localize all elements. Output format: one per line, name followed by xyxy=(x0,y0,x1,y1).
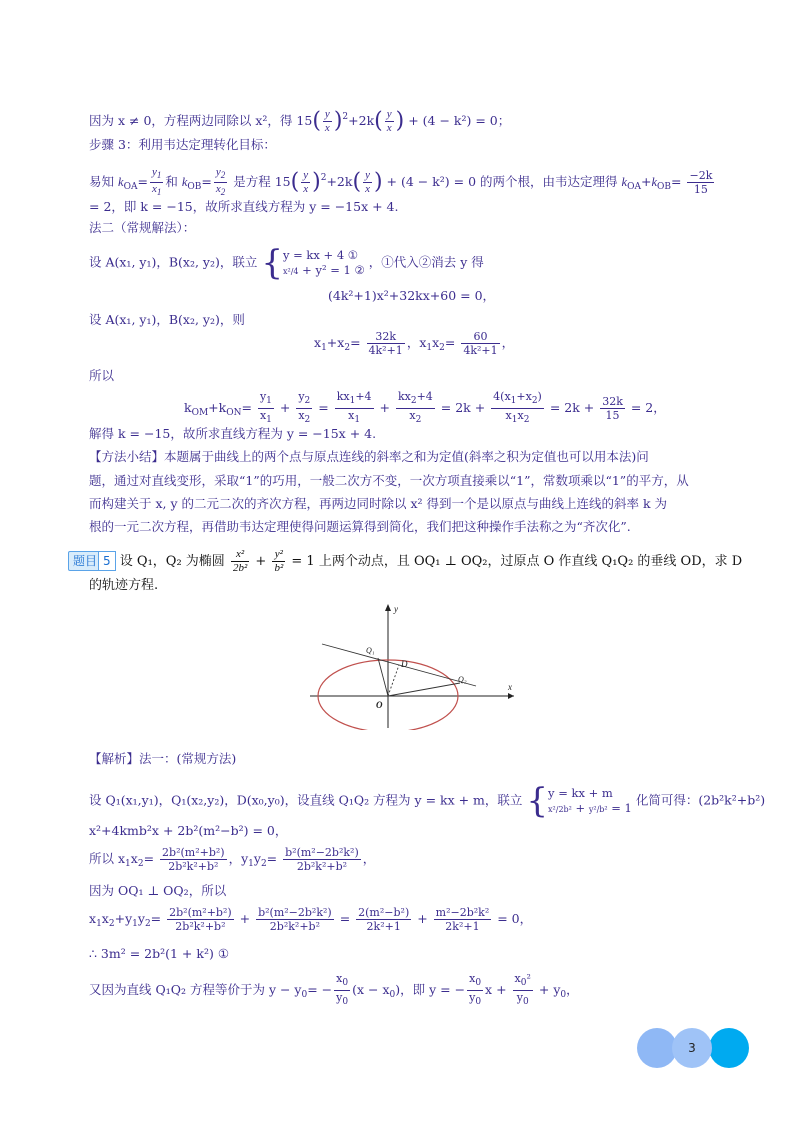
equation-quadratic: (4k²+1)x²+32kx+60 = 0， xyxy=(328,288,496,303)
label-o: O xyxy=(376,700,383,710)
segment-oq1 xyxy=(378,658,388,696)
summary-line-4: 根的一元二次方程，再借助韦达定理使得问题运算得到简化，我们把这种操作手法称之为“齐次化”. xyxy=(89,519,631,534)
solution-line-3: x²+4kmb²x + 2b²(m²−b²) = 0， xyxy=(89,823,288,838)
method-2-heading: 法二（常规解法）： xyxy=(89,220,196,235)
text-line-8: 设 A(x₁, y₁)，B(x₂, y₂)，则 xyxy=(89,312,245,327)
solution-line-2: 设 Q₁(x₁,y₁)，Q₁(x₂,y₂)，D(x₀,y₀)，设直线 Q₁Q₂ 方程为 y = kx + m，联立 { y = kx + m x²/2b² + y²/b² = 1 化简可得：(2b²k²+b²) xyxy=(89,781,766,821)
problem-badge: 题目 xyxy=(68,551,102,571)
text-line-12: 解得 k = −15，故所求直线方程为 y = −15x + 4. xyxy=(89,426,377,441)
text-line-1: 因为 x ≠ 0，方程两边同除以 x²，得 15( $\frac{y}{x}$ )$^2$+2k( $\frac{y}{x}$ ) + (4 − k²) = 0； xyxy=(89,108,511,134)
page-number: 3 xyxy=(672,1028,712,1068)
solution-heading: 【解析】法一：(常规方法) xyxy=(89,751,237,766)
label-y: y xyxy=(394,604,398,614)
segment-oq2 xyxy=(388,683,460,696)
solution-line-4: 所以 $x_1x_2=$ $\frac{\text{2b²(m²+b²)}}{\text{2b²k²+b²}}$ ，$y_1y_2=$ $\frac{\text{b²(m²−2b²k²)}}{\text{2b²k²+b²}}$ ， xyxy=(89,846,376,873)
ellipse-figure xyxy=(300,600,520,730)
problem-5: 题目 5 设 Q₁，Q₂ 为椭圆 $\frac{\text{x²}}{\text{2b²}}$ + $\frac{\text{y²}}{\text{b²}}$ = 1 上两个动点，且 OQ₁ ⊥ OQ₂，过原点 O 作直线 Q₁Q₂ 的垂线 OD，求 D xyxy=(68,548,742,575)
page-number-decoration xyxy=(637,1028,751,1068)
equation-vieta: $x_1+x_2=$ $\frac{32k}{\text{4k²+1}}$ ，$x_1x_2=$ $\frac{60}{\text{4k²+1}}$ ， xyxy=(314,330,515,357)
text-line-6: 设 A(x₁, y₁)，B(x₂, y₂)，联立 { y = kx + 4 ① x²/4 + y² = 1 ② ，①代入②消去 y 得 xyxy=(89,243,484,283)
text-line-3: 易知 $k_{OA}=$ $\frac{y_1}{x_1}$ 和 $k_{OB}=$ $\frac{y_2}{x_2}$ 是方程 15( $\frac{y}{x}$ )$^2$+2k( $\frac{y}{x}$ ) + (4 − k²) = 0 的两个根，由韦达定理得 $k_{OA}+k_{OB}=$ $\frac{-2k}{15}$ xyxy=(89,166,713,197)
step-3-heading: 步骤 3：利用韦达定理转化目标： xyxy=(89,137,276,152)
text-line-4: = 2，即 k = −15，故所求直线方程为 y = −15x + 4. xyxy=(89,199,399,214)
summary-line-2: 题，通过对直线变形，采取“1”的巧用，一般二次方不变，一次方项直接乘以“1”，常数项乘以“1”的平方，从 xyxy=(89,473,689,488)
circle-right xyxy=(709,1028,749,1068)
text-line-10: 所以 xyxy=(89,368,115,383)
solution-line-6: $x_1x_2+y_1y_2=$ $\frac{\text{2b²(m²+b²)}}{\text{2b²k²+b²}}$ + $\frac{\text{b²(m²−2b²k²)}}{\text{2b²k²+b²}}$ = $\frac{\text{2(m²−b²)}}{\text{2k²+1}}$ + $\frac{\text{m²−2b²k²}}{\text{2k²+1}}$ = 0， xyxy=(89,906,533,933)
summary-line-1: 【方法小结】本题属于曲线上的两个点与原点连线的斜率之和为定值(斜率之积为定值也可以用本法)问 xyxy=(89,449,649,464)
problem-5-cont: 的轨迹方程. xyxy=(89,578,159,593)
label-q2: Q₂ xyxy=(458,675,467,684)
problem-number: 5 xyxy=(98,551,116,571)
equation-slope-sum: $k_{OM}+k_{ON}=$ $\frac{y_1}{x_1}$ + $\frac{y_2}{x_2}$ = $\frac{kx_1+4}{x_1}$ + $\frac{kx_2+4}{x_2}$ = 2k + $\frac{4(x_1+x_2)}{x_1x_2}$ = 2k + $\frac{32k}{15}$ = 2， xyxy=(184,390,666,425)
solution-line-8: 又因为直线 Q₁Q₂ 方程等价于为 $y - y_0=$ − $\frac{x_0}{y_0}$ $(x - x_0)$，即 y = − $\frac{x_0}{y_0}$ x + $\frac{x_0^2}{y_0}$ + $y_0$， xyxy=(89,972,579,1007)
summary-line-3: 而构建关于 x, y 的二元二次的齐次方程，再两边同时除以 x² 得到一个是以原点与曲线上连线的斜率 k 为 xyxy=(89,496,668,511)
label-q1: Q₁ xyxy=(366,646,375,655)
circle-left xyxy=(637,1028,677,1068)
segment-od xyxy=(388,665,399,696)
solution-line-5: 因为 OQ₁ ⊥ OQ₂，所以 xyxy=(89,883,227,898)
solution-line-7: ∴ 3m² = 2b²(1 + k²) ① xyxy=(89,946,230,961)
label-d: D xyxy=(401,659,408,669)
label-x: x xyxy=(508,682,512,692)
